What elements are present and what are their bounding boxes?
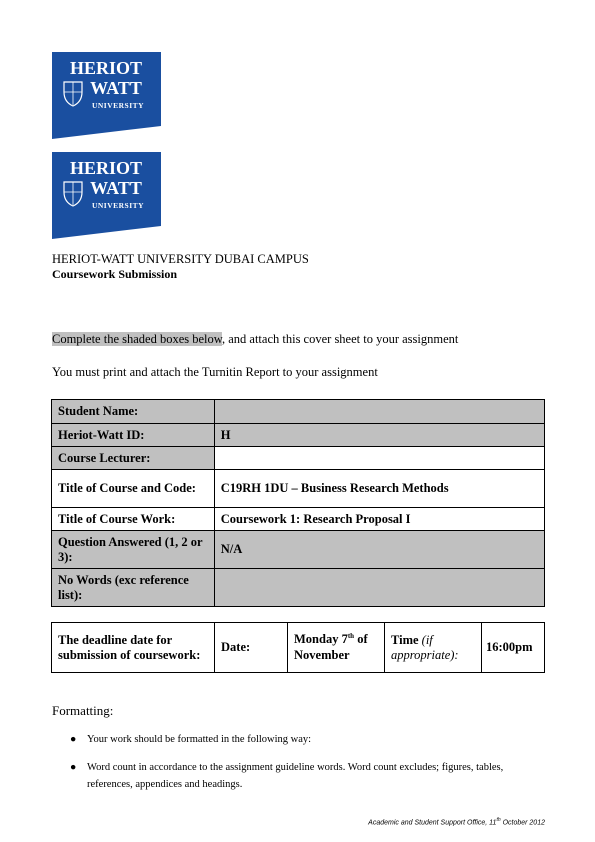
deadline-label: The deadline date for submission of coursework: [52,623,215,673]
form-row [52,424,545,447]
list-item: ● Your work should be formatted in the following way: [70,731,540,748]
form-row [52,531,545,569]
instruction-line-1 [52,332,458,347]
form-label: Course Lecturer: [52,447,215,470]
page-footer: Academic and Student Support Office, 11th October 2012 [368,817,545,827]
time-label: Time (if appropriate): [385,623,482,673]
date-label: Date: [215,623,288,673]
list-item: ● Word count in accordance to the assignment guideline words. Word count excludes; figures, tables, references, appendices and headings. [70,759,540,793]
form-label: Title of Course and Code: [52,470,215,508]
form-label: Title of Course Work: [52,508,215,531]
logo-text-university: UNIVERSITY [91,101,145,110]
form-value-field[interactable] [214,569,544,607]
logo-text-heriot: HERIOT [69,58,143,78]
form-value-field[interactable] [214,447,544,470]
logo-text-heriot: HERIOT [69,158,143,178]
formatting-list [70,731,540,748]
form-value-field[interactable]: C19RH 1DU – Business Research Methods [214,470,544,508]
deadline-table [51,622,545,673]
instruction-line-2: You must print and attach the Turnitin Report to your assignment [52,365,378,379]
heriot-watt-logo [52,52,161,139]
form-row [52,400,545,424]
campus-title: HERIOT-WATT UNIVERSITY DUBAI CAMPUS [52,252,309,266]
form-label: Question Answered (1, 2 or 3): [52,531,215,569]
document-header [52,252,309,282]
form-label: No Words (exc reference list): [52,569,215,607]
deadline-row [52,623,545,673]
formatting-list [70,759,540,793]
form-value-field[interactable]: H [214,424,544,447]
logo-text-watt: WATT [90,78,142,98]
shaded-instruction: Complete the shaded boxes below [52,332,222,346]
bullet-icon: ● [70,734,77,745]
form-value-field[interactable]: Coursework 1: Research Proposal I [214,508,544,531]
form-value-field[interactable] [214,400,544,424]
time-value: 16:00pm [482,623,545,673]
formatting-heading: Formatting: [52,703,114,718]
form-label: Student Name: [52,400,215,424]
logo-text-watt: WATT [90,178,142,198]
bullet-icon: ● [70,762,77,773]
form-row [52,569,545,607]
form-row [52,447,545,470]
heriot-watt-logo [52,152,161,239]
form-label: Heriot-Watt ID: [52,424,215,447]
form-row [52,508,545,531]
submission-form-table [51,399,545,607]
instruction-rest: , and attach this cover sheet to your assignment [221,332,459,346]
document-subtitle: Coursework Submission [52,267,178,281]
form-value-field[interactable]: N/A [214,531,544,569]
form-row [52,470,545,508]
date-value: Monday 7th of November [288,623,385,673]
logo-text-university: UNIVERSITY [91,201,145,210]
